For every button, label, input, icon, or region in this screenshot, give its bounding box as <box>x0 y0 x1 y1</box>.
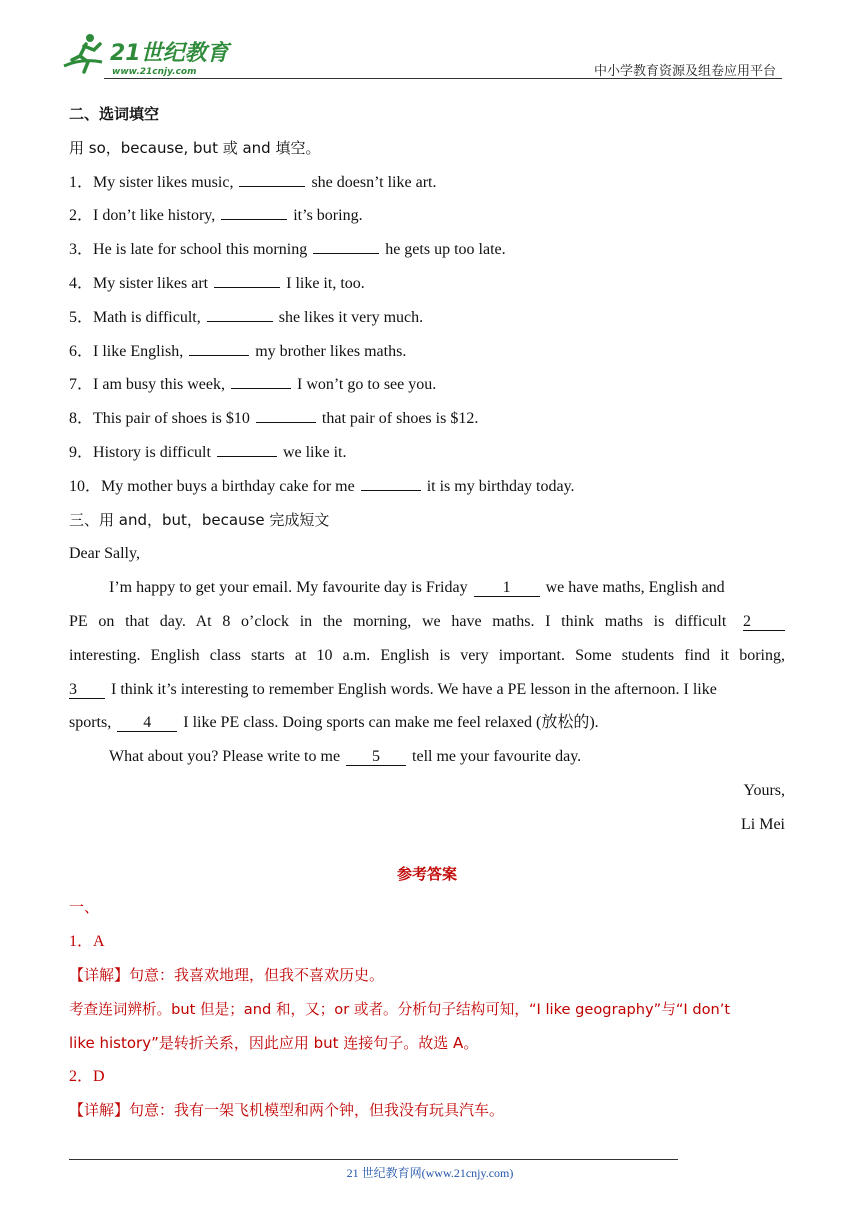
footer-text: 21 世纪教育网(www.21cnjy.com) <box>346 1166 514 1180</box>
letter-line-4: 3 I think it’s interesting to remember English words. We have a PE lesson in the afternoon. I like <box>69 680 717 698</box>
answers-part: 一、 <box>69 898 100 917</box>
question-2: 2．I don’t like history, it’s boring. <box>69 199 785 233</box>
svg-text:www.21cnjy.com: www.21cnjy.com <box>112 67 197 77</box>
letter-closing: Yours, <box>743 781 785 799</box>
runner-logo-icon <box>62 30 232 80</box>
answer-blank[interactable] <box>231 371 291 389</box>
answer-blank[interactable] <box>313 236 379 254</box>
answer-blank[interactable] <box>189 338 249 356</box>
page-header <box>0 0 860 90</box>
section-instruction: 用 so，because, but 或 and 填空。 <box>69 138 321 157</box>
letter-greeting: Dear Sally, <box>69 545 140 563</box>
letter-line-5: sports, 4 I like PE class. Doing sports can make me feel relaxed (放松的). <box>69 714 599 732</box>
question-7: 7．I am busy this week, I won’t go to see you. <box>69 368 785 402</box>
answer-blank[interactable] <box>214 270 280 288</box>
svg-text:21世纪教育: 21世纪教育 <box>110 41 229 66</box>
spacer <box>69 842 785 858</box>
numbered-blank-5[interactable]: 5 <box>346 748 406 766</box>
answer-1-detail: 【详解】句意：我喜欢地理，但我不喜欢历史。 <box>69 965 385 984</box>
document-body <box>69 98 785 1128</box>
answer-blank[interactable] <box>217 439 277 457</box>
answer-blank[interactable] <box>207 304 273 322</box>
question-9: 9．History is difficult we like it. <box>69 436 785 470</box>
question-10: 10．My mother buys a birthday cake for me it is my birthday today. <box>69 470 785 504</box>
answer-blank[interactable] <box>361 473 421 491</box>
letter-line-2: PE on that day. At 8 o’clock in the morning, we have maths. I think maths is difficult 2 <box>69 605 785 639</box>
answer-blank[interactable] <box>221 202 287 220</box>
section-title-2: 二、选词填空 <box>69 105 160 123</box>
question-8: 8．This pair of shoes is $10 that pair of shoes is $12. <box>69 402 785 436</box>
answer-1: 1．A <box>69 933 105 951</box>
letter-line-3: interesting. English class starts at 10 a.m. English is very important. Some students find it boring, <box>69 646 785 664</box>
logo <box>62 30 232 80</box>
question-3: 3．He is late for school this morning he gets up too late. <box>69 233 785 267</box>
answer-blank[interactable] <box>239 169 305 187</box>
numbered-blank-3[interactable]: 3 <box>69 681 105 699</box>
question-4: 4．My sister likes art I like it, too. <box>69 267 785 301</box>
question-6: 6．I like English, my brother likes maths. <box>69 335 785 369</box>
letter-signature: Li Mei <box>741 815 785 833</box>
numbered-blank-1[interactable]: 1 <box>474 579 540 597</box>
answer-2: 2．D <box>69 1068 105 1086</box>
section-title-3: 三、用 and，but，because 完成短文 <box>69 510 330 529</box>
answer-blank[interactable] <box>256 405 316 423</box>
numbered-blank-2[interactable]: 2 <box>743 613 785 631</box>
letter-line-6: What about you? Please write to me 5 tell me your favourite day. <box>109 748 582 766</box>
answers-title: 参考答案 <box>396 864 457 883</box>
answer-1-analysis: 考查连词辨析。but 但是；and 和，又；or 或者。分析句子结构可知，“I like geography”与“I don’t <box>69 1000 731 1018</box>
numbered-blank-4[interactable]: 4 <box>117 714 177 732</box>
answer-2-detail: 【详解】句意：我有一架飞机模型和两个钟，但我没有玩具汽车。 <box>69 1101 505 1120</box>
footer-divider <box>69 1159 678 1160</box>
question-1: 1．My sister likes music, she doesn’t like art. <box>69 166 785 200</box>
answer-1-analysis-cont: like history”是转折关系，因此应用 but 连接句子。故选 A。 <box>69 1033 479 1052</box>
header-divider <box>104 78 782 79</box>
platform-name: 中小学教育资源及组卷应用平台 <box>593 64 776 79</box>
letter-line-1: I’m happy to get your email. My favourite day is Friday 1 we have maths, English and <box>109 579 725 597</box>
question-5: 5．Math is difficult, she likes it very much. <box>69 301 785 335</box>
